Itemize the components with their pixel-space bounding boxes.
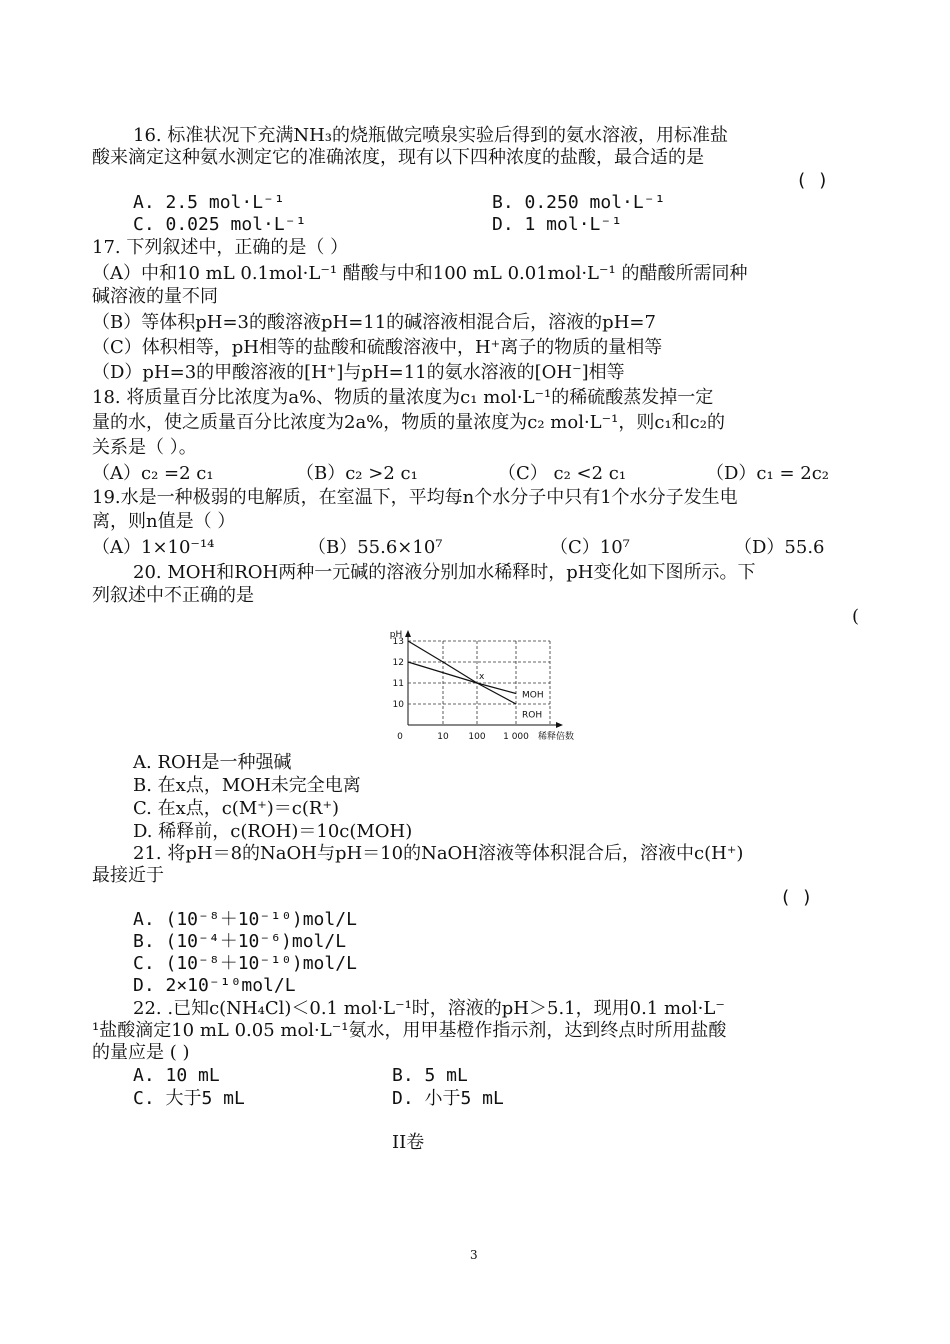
q18-option-c: （C） c₂ <2 c₁ [498,463,627,484]
y-tick-label: 10 [392,700,404,710]
q16-option-b: B. 0.250 mol·L⁻¹ [492,192,666,213]
q17-option-c: （C）体积相等，pH相等的盐酸和硫酸溶液中，H⁺离子的物质的量相等 [92,337,663,358]
q22-line2: ¹盐酸滴定10 mL 0.05 mol·L⁻¹氨水，用甲基橙作指示剂，达到终点时所用盐酸 [92,1020,727,1041]
y-tick-label: 11 [392,679,404,689]
q22-line1: 22. .已知c(NH₄Cl)＜0.1 mol·L⁻¹时，溶液的pH＞5.1，现用0.1 mol·L⁻ [133,998,725,1019]
q17-option-b: （B）等体积pH=3的酸溶液pH=11的碱溶液相混合后，溶液的pH=7 [92,312,656,333]
q21-option-d: D. 2×10⁻¹⁰mol/L [133,975,296,996]
q18-line2: 量的水，使之质量百分比浓度为2a%，物质的量浓度为c₂ mol·L⁻¹，则c₁和c₂的 [92,412,725,433]
q17-option-a-line2: 碱溶液的量不同 [92,286,218,307]
q18-option-a: （A）c₂ =2 c₁ [92,463,214,484]
q19-option-a: （A）1×10⁻¹⁴ [92,537,215,558]
x-axis-arrow [556,722,563,728]
q20-line2: 列叙述中不正确的是 [92,585,254,606]
q20-option-c: C. 在x点，c(M⁺)＝c(R⁺) [133,798,339,819]
y-tick-label: 12 [392,658,404,668]
x-tick-label: 0 [397,732,403,742]
x-axis-label: 稀释倍数 [537,732,575,742]
q19-option-c: （C）10⁷ [550,537,630,558]
q21-option-a: A. (10⁻⁸＋10⁻¹⁰)mol/L [133,909,357,930]
y-tick-label: 13 [392,637,404,647]
q22-option-c: C. 大于5 mL [133,1088,245,1109]
x-tick-label: 10 [437,732,449,742]
section-title: II卷 [392,1132,425,1153]
y-axis-arrow [405,630,411,637]
series-line-moh [408,662,516,694]
series-label-moh: MOH [522,690,544,701]
q16-answer-paren: ( ) [796,170,829,191]
q16-option-c: C. 0.025 mol·L⁻¹ [133,214,307,235]
q21-answer-paren: ( ) [780,887,813,908]
q20-answer-paren: ( [852,606,860,627]
q16-option-d: D. 1 mol·L⁻¹ [492,214,623,235]
q17-option-d: （D）pH=3的甲酸溶液的[H⁺]与pH=11的氨水溶液的[OH⁻]相等 [92,362,625,383]
q19-line2: 离，则n值是（ ） [92,511,236,532]
q22-option-b: B. 5 mL [392,1065,468,1086]
q22-option-a: A. 10 mL [133,1065,220,1086]
y-axis-label: pH [389,630,403,640]
q22-option-d: D. 小于5 mL [392,1088,504,1109]
q19-option-d: （D）55.6 [734,537,825,558]
q19-option-b: （B）55.6×10⁷ [308,537,443,558]
q20-option-a: A. ROH是一种强碱 [133,752,292,773]
q18-option-b: （B）c₂ >2 c₁ [296,463,418,484]
q20-ph-chart [370,625,590,750]
q19-line1: 19.水是一种极弱的电解质，在室温下，平均每n个水分子中只有1个水分子发生电 [92,487,738,508]
q18-option-d: （D）c₁ = 2c₂ [706,463,830,484]
series-label-roh: ROH [522,710,543,721]
q21-line1: 21. 将pH＝8的NaOH与pH＝10的NaOH溶液等体积混合后，溶液中c(H⁺) [133,843,744,864]
x-tick-label: 100 [468,732,486,742]
page-number: 3 [470,1248,478,1262]
x-tick-label: 1 000 [503,732,529,742]
q18-line1: 18. 将质量百分比浓度为a%、物质的量浓度为c₁ mol·L⁻¹的稀硫酸蒸发掉一定 [92,387,714,408]
point-x-label: x [479,672,485,682]
q18-line3: 关系是（ ）。 [92,437,197,458]
q16-line1: 16. 标准状况下充满NH₃的烧瓶做完喷泉实验后得到的氨水溶液，用标准盐 [133,125,729,146]
q21-option-b: B. (10⁻⁴＋10⁻⁶)mol/L [133,931,347,952]
q20-line1: 20. MOH和ROH两种一元碱的溶液分别加水稀释时，pH变化如下图所示。下 [133,562,756,583]
q22-line3: 的量应是 ( ) [92,1042,190,1063]
q21-option-c: C. (10⁻⁸＋10⁻¹⁰)mol/L [133,953,357,974]
q17-option-a-line1: （A）中和10 mL 0.1mol·L⁻¹ 醋酸与中和100 mL 0.01mol·L⁻¹ 的醋酸所需同种 [92,263,748,284]
q16-option-a: A. 2.5 mol·L⁻¹ [133,192,285,213]
q21-line2: 最接近于 [92,865,164,886]
q20-option-d: D. 稀释前，c(ROH)＝10c(MOH) [133,821,413,842]
q16-line2: 酸来滴定这种氨水测定它的准确浓度，现有以下四种浓度的盐酸，最合适的是 [92,147,704,168]
q17-stem: 17. 下列叙述中，正确的是（ ） [92,237,349,258]
series-line-roh [408,641,516,704]
q20-option-b: B. 在x点，MOH未完全电离 [133,775,361,796]
